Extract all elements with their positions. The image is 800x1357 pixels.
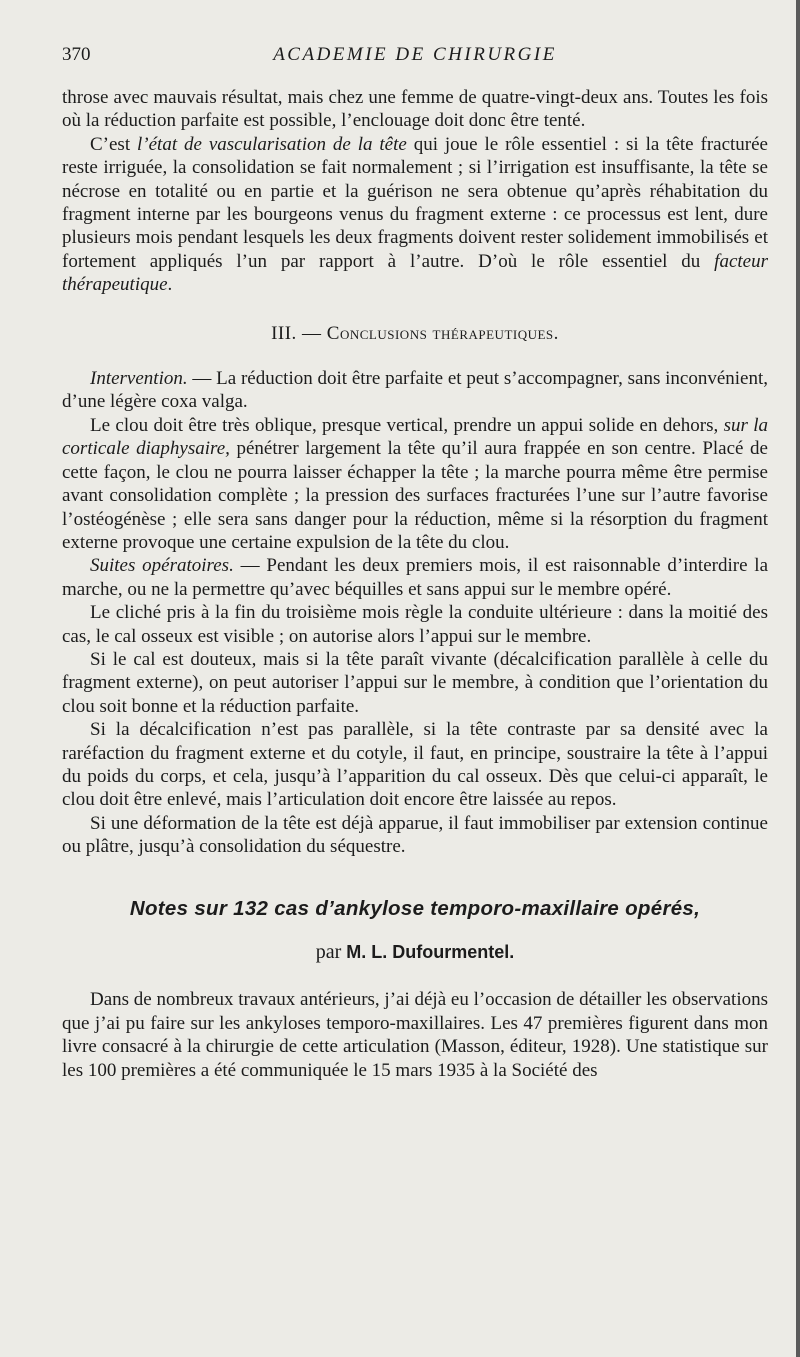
text-run: — Pendant les deux premiers mois, il est raisonnable d’interdire la marche, ou ne la permettre qu’avec béquilles et sans appui sur le membre opéré.: [62, 555, 768, 600]
running-title: ACADEMIE DE CHIRURGIE: [273, 44, 557, 65]
running-header: [62, 44, 768, 70]
article-byline: [62, 941, 768, 964]
page-number: 370: [62, 44, 91, 65]
text-run: .: [167, 274, 173, 296]
paragraph: Si une déformation de la tête est déjà apparue, il faut immobiliser par extension continue ou plâtre, jusqu’à consolidation du séquestre.: [62, 812, 768, 858]
text-run: pénétrer largement la tête qu’il aura frappée en son centre. Placé de cette façon, le clou ne pourra laisser échapper la tête ; la marche pourra même être permise avant consolidation complète ; la pression des surfaces fracturées l’une sur l’autre favorise l’ostéogénèse ; elle sera sans danger pour la réduction, même si la résorption du fragment externe provoque une certaine expulsion de la tête du clou.: [62, 438, 768, 553]
italic-text: l’état de vascularisation de la tête: [137, 133, 407, 155]
italic-text: sur la corticale diaphysaire,: [62, 414, 768, 460]
text-run: Le clou doit être très oblique, presque vertical, prendre un appui solide en dehors,: [90, 414, 724, 436]
section-title: Conclusions thérapeutiques.: [326, 322, 559, 344]
paragraph: [62, 414, 768, 554]
paragraph: Dans de nombreux travaux antérieurs, j’ai déjà eu l’occasion de détailler les observations que j’ai pu faire sur les ankyloses temporo-maxillaires. Les 47 premières figurent dans mon livre consacré à la chirurgie de cette articulation (Masson, éditeur, 1928). Une statistique sur les 100 premières a été communiquée le 15 mars 1935 à la Société des: [62, 989, 768, 1081]
article-title: Notes sur 132 cas d’ankylose temporo-maxillaire opérés,: [129, 896, 701, 920]
page-edge-shadow: [796, 0, 800, 1357]
page-body: [62, 86, 768, 1082]
text-run: qui joue le rôle essentiel : si la tête fracturée reste irriguée, la consolidation se fait normalement ; si l’irrigation est insuffisante, la tête se nécrose en totalité ou en partie et la guérison ne sera obtenue qu’après réhabitation du fragment interne par les bourgeons venus du fragment externe : ce processus est lent, dure plusieurs mois pendant lesquels les deux fragments doivent rester solidement immobilisés et fortement appliqués l’un par rapport à l’autre. D’où le rôle essentiel du: [62, 133, 768, 272]
section-number: III. —: [271, 322, 327, 344]
text-run: C’est: [90, 133, 137, 155]
paragraph: [62, 133, 768, 297]
text-run: — La réduction doit être parfaite et peut s’accompagner, sans inconvénient, d’une légère coxa valga.: [62, 368, 768, 413]
paragraph: Le cliché pris à la fin du troisième mois règle la conduite ultérieure : dans la moitié des cas, le cal osseux est visible ; on autorise alors l’appui sur le membre.: [62, 602, 768, 647]
italic-text: facteur thérapeutique: [62, 250, 768, 296]
paragraph: throse avec mauvais résultat, mais chez une femme de quatre-vingt-deux ans. Toutes les fois où la réduction parfaite est possible, l’enclouage doit donc être tenté.: [62, 87, 768, 132]
paragraph: [62, 367, 768, 414]
paragraph: Si la décalcification n’est pas parallèle, si la tête contraste par sa densité avec la raréfaction du fragment externe et du cotyle, il faut, en principe, soustraire la tête à l’appui du poids du corps, et cela, jusqu’à l’apparition du cal osseux. Dès que celui-ci apparaît, le clou doit être enlevé, mais l’articulation doit encore être laissée au repos.: [62, 719, 768, 811]
italic-text: Intervention.: [90, 368, 188, 390]
byline-prefix: par: [315, 941, 347, 963]
paragraph: Si le cal est douteux, mais si la tête paraît vivante (décalcification parallèle à celle du fragment externe), on peut autoriser l’appui sur le membre, à condition que l’orientation du clou soit bonne et la réduction parfaite.: [62, 648, 768, 717]
section-heading: [62, 322, 768, 345]
italic-text: Suites opératoires.: [90, 555, 234, 577]
paragraph: [62, 554, 768, 601]
author-name: M. L. Dufourmentel.: [346, 942, 515, 962]
